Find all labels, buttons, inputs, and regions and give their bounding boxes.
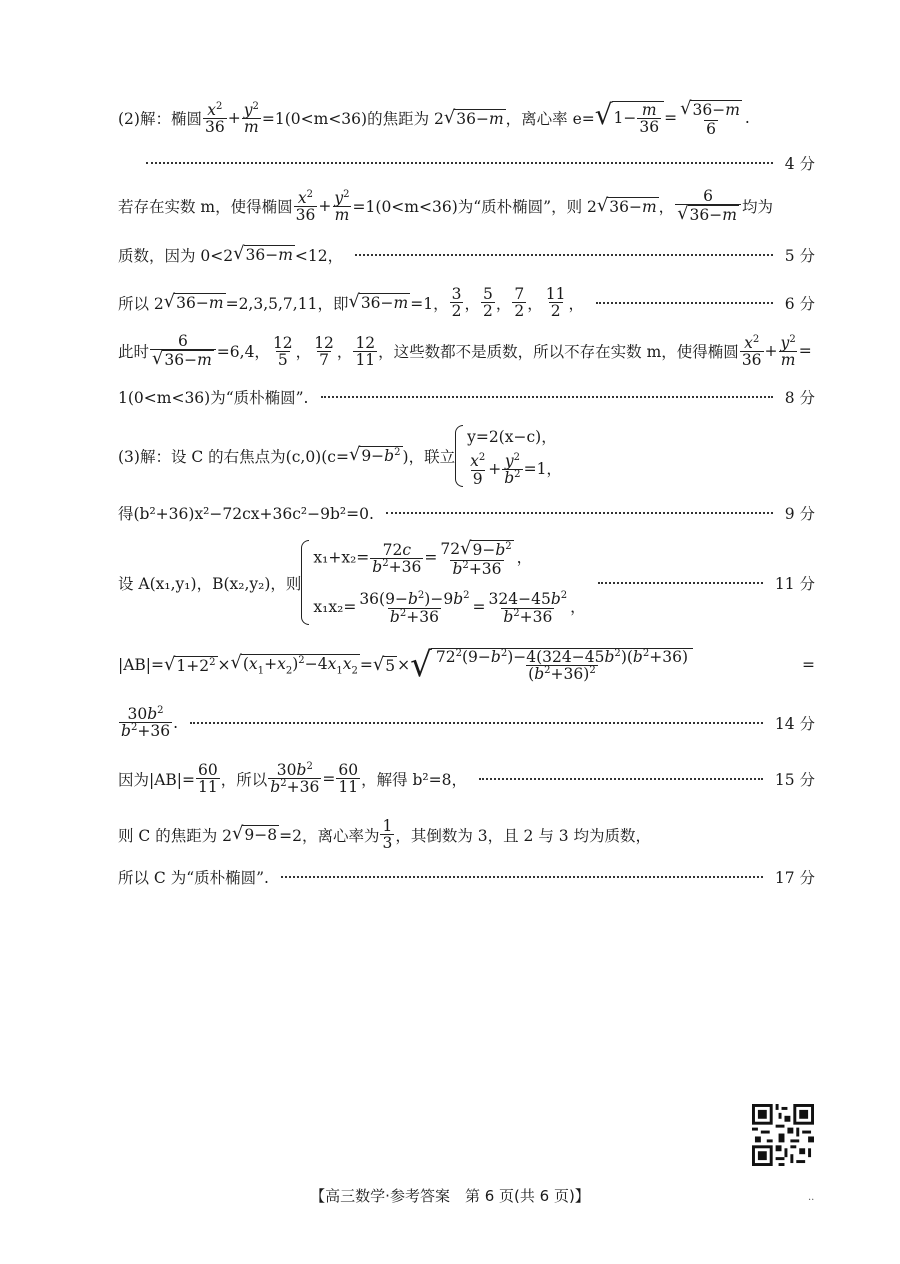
part3-line-1: (3)解：设 C 的右焦点为(c,0)(c= √ $9-b^2$ )，联立 y=2(x−c)， $\frac{x^2}{9}$ + $\frac{y^2}{b^2}$ =1， [118, 425, 562, 487]
part2-line-4: 所以 2 √ 36−m =2,3,5,7,11，即 √ 36−m =1， 3 2 ， 5 2 ， 7 2 ， 11 2 ， 6 分 [118, 285, 815, 321]
part3-line-6: 则 C 的焦距为 2 √ 9−8 =2，离心率为 1 3 ，其倒数为 3，且 2 与 3 均为质数， [118, 817, 652, 853]
part2-line-5: 此时 6 √ 36−m =6,4， 12 5 ， 12 7 ， 12 11 ，这些数都不是质数，所以不存在实数 m，使得椭圆 $x^2$ 36 + $y^2$ m = [118, 332, 812, 370]
part2-line-2: 若存在实数 m，使得椭圆 $x^2$ 36 + $\frac{y^2}{m}$ =1(0<m<36)为“质朴椭圆”，则 2 √ 36−m ， 6 √ 36−m 均为 [118, 187, 773, 225]
corner-mark: .. [808, 1192, 815, 1203]
page-footer: 【高三数学·参考答案 第 6 页(共 6 页)】 [310, 1187, 590, 1205]
part3-line-4: $30b^2$ $b^2+36$ . 14 分 [121, 705, 815, 741]
part2-line-3: 质数，因为 0<2 √ 36−m <12， 5 分 [118, 243, 815, 265]
score-row-4: 4 分 [146, 152, 815, 174]
qr-code-image [752, 1104, 814, 1166]
part2-line-6: 1(0<m<36)为“质朴椭圆”. 8 分 [118, 389, 815, 407]
part3-line-5: 因为|AB|= $\frac{60}{11}$ ，所以 $30b^2$ $b^2+36$ = 60 11 ，解得 b²=8， 15 分 [118, 761, 815, 797]
part3-line-2: 得(b²+36)x²−72cx+36c²−9b²=0. 9 分 [118, 505, 815, 523]
part3-line-7: 所以 C 为“质朴椭圆”. 17 分 [118, 869, 815, 887]
part3-line-3: 设 A(x₁,y₁)，B(x₂,y₂)，则 x₁+x₂= $\frac{72c}{b^2+36}$ = 72 √ $9-b^2$ $b^2+36$ ， x₁x₂= $\frac{36(9-b^2)-9b^2}{b^2+36}$ = $\frac{324-45b^2}{b^2+36}$ ， 11 分 [118, 538, 815, 626]
part3-ab-line: |AB|= √ $1+2^2$ × √ $(x_1+x_2)^2-4x_1x_2$ = √ 5 × √ $\frac{72^2(9-b^2)-4(324-45b^2)(b^2+36)}{(b^2+36)^2}$ = [118, 645, 815, 685]
part2-line-1: (2)解：椭圆 $x^2$ 36 + $\frac{y^2}{m}$ =1(0<m<36)的焦距为 2 √ 36−m ，离心率 e= √ 1− $\frac{m}{36}$ = √ 36−m 6 . [118, 98, 750, 138]
